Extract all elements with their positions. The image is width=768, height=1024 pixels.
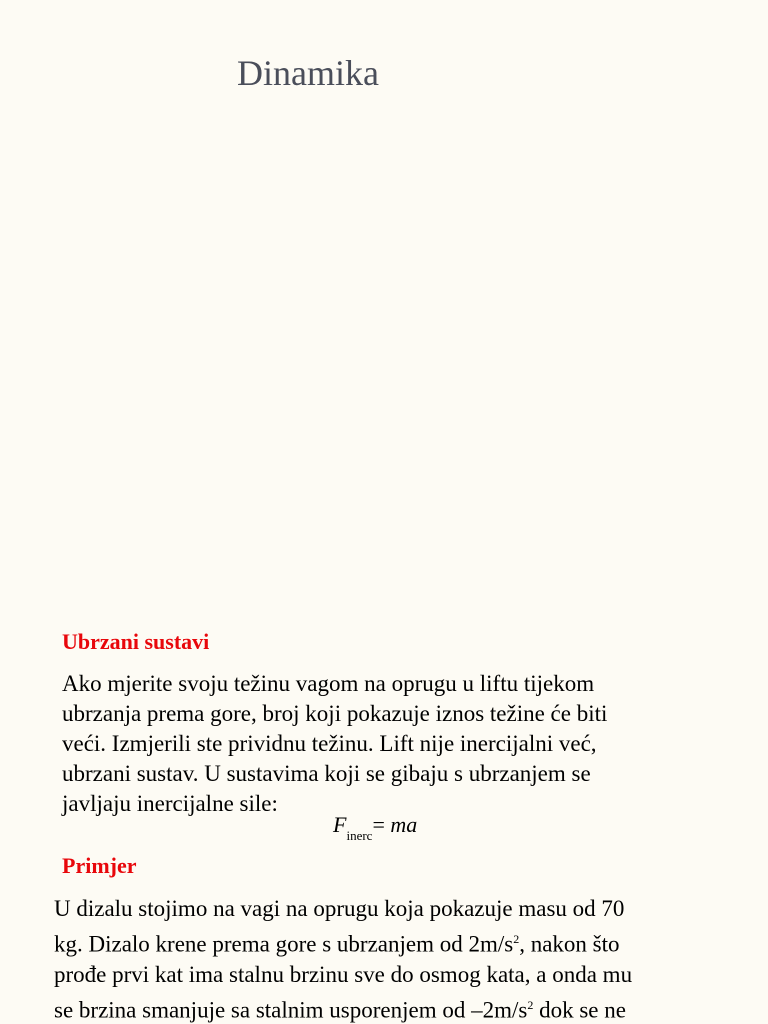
paragraph-line: veći. Izmjerili ste prividnu težinu. Lift nije inercijalni već, xyxy=(62,731,597,756)
formula-subscript: inerc xyxy=(346,828,373,843)
section-heading-primjer: Primjer xyxy=(62,853,137,878)
formula-rhs: ma xyxy=(390,812,418,837)
paragraph-line: prođe prvi kat ima stalnu brzinu sve do osmog kata, a onda mu xyxy=(54,961,633,987)
paragraph-line: ubrzani sustav. U sustavima koji se gibaju s ubrzanjem se xyxy=(62,761,591,786)
superscript: 2 xyxy=(527,997,534,1012)
paragraph-line xyxy=(54,990,632,1024)
inertial-force-formula xyxy=(333,812,418,843)
section-paragraph-ubrzani-sustavi xyxy=(62,669,607,819)
line-text: kg. Dizalo krene prema gore s ubrzanjem od 2m/s xyxy=(54,931,514,957)
superscript: 2 xyxy=(513,932,520,946)
page-title: Dinamika xyxy=(237,53,379,93)
paragraph-line: javljaju inercijalne sile: xyxy=(62,791,278,816)
formula-equals: = xyxy=(372,812,385,837)
line-text: , nakon što xyxy=(519,931,620,957)
section-heading-ubrzani-sustavi: Ubrzani sustavi xyxy=(62,629,210,654)
section-paragraph-primjer xyxy=(54,894,632,1024)
formula-symbol: F xyxy=(333,812,347,837)
line-text: se brzina smanjuje sa stalnim usporenjem od –2m/s xyxy=(54,997,528,1023)
paragraph-line: ubrzanja prema gore, broj koji pokazuje iznos težine će biti xyxy=(62,701,608,726)
paragraph-line: Ako mjerite svoju težinu vagom na oprugu u liftu tijekom xyxy=(62,671,595,696)
paragraph-line: U dizalu stojimo na vagi na oprugu koja pokazuje masu od 70 xyxy=(54,896,625,921)
paragraph-line xyxy=(54,924,632,960)
line-text: dok se ne xyxy=(533,997,626,1023)
